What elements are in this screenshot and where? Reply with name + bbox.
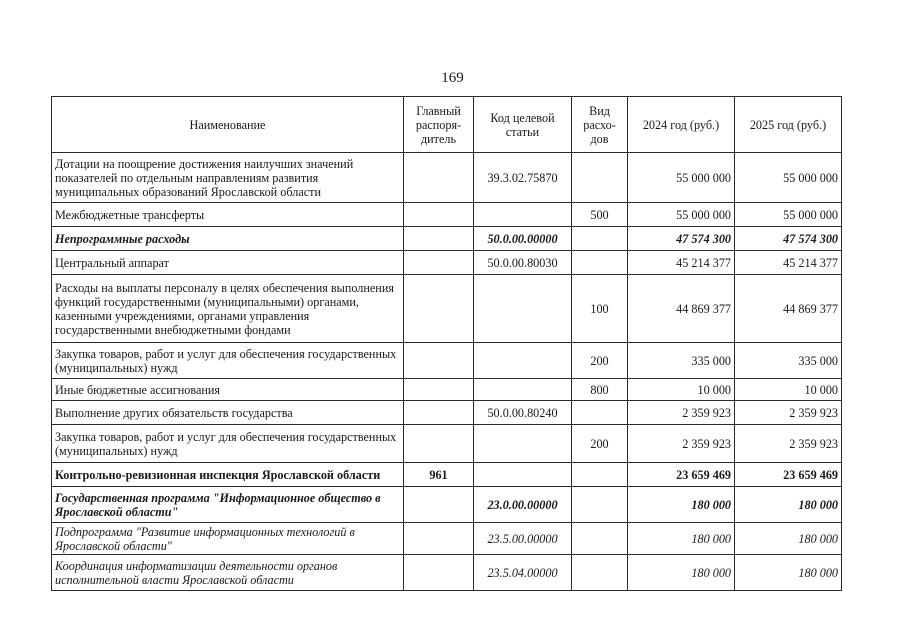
row-type [572, 227, 628, 251]
row-2024: 180 000 [628, 555, 735, 591]
table-row [52, 487, 842, 523]
row-2025: 2 359 923 [735, 425, 842, 463]
row-name: Иные бюджетные ассигнования [52, 379, 404, 401]
table-row [52, 401, 842, 425]
row-code: 23.0.00.00000 [474, 487, 572, 523]
row-type [572, 153, 628, 203]
row-manager: 961 [404, 463, 474, 487]
row-2024: 2 359 923 [628, 401, 735, 425]
row-2025: 180 000 [735, 487, 842, 523]
header-2025: 2025 год (руб.) [735, 97, 842, 153]
row-2024: 180 000 [628, 523, 735, 555]
row-manager [404, 153, 474, 203]
row-2024: 55 000 000 [628, 153, 735, 203]
row-code: 39.3.02.75870 [474, 153, 572, 203]
row-2024: 45 214 377 [628, 251, 735, 275]
row-code [474, 343, 572, 379]
row-code: 50.0.00.80240 [474, 401, 572, 425]
header-code: Код целевой статьи [474, 97, 572, 153]
row-manager [404, 523, 474, 555]
row-2024: 23 659 469 [628, 463, 735, 487]
row-type [572, 555, 628, 591]
row-2025: 23 659 469 [735, 463, 842, 487]
header-name: Наименование [52, 97, 404, 153]
row-2025: 47 574 300 [735, 227, 842, 251]
row-type: 200 [572, 425, 628, 463]
row-code [474, 203, 572, 227]
page-number: 169 [441, 70, 464, 86]
row-2025: 180 000 [735, 523, 842, 555]
row-manager [404, 227, 474, 251]
table-row [52, 275, 842, 343]
row-name: Центральный аппарат [52, 251, 404, 275]
row-2025: 10 000 [735, 379, 842, 401]
row-manager [404, 203, 474, 227]
row-manager [404, 555, 474, 591]
row-type: 200 [572, 343, 628, 379]
table-row [52, 463, 842, 487]
row-type: 500 [572, 203, 628, 227]
row-type [572, 487, 628, 523]
row-name: Подпрограмма "Развитие информационных технологий в Ярославской области" [52, 523, 404, 555]
header-2024: 2024 год (руб.) [628, 97, 735, 153]
header-manager: Главный распоря-дитель [404, 97, 474, 153]
row-code: 23.5.00.00000 [474, 523, 572, 555]
row-manager [404, 343, 474, 379]
header-type: Вид расхо-дов [572, 97, 628, 153]
table-row [52, 425, 842, 463]
row-2024: 10 000 [628, 379, 735, 401]
row-name: Межбюджетные трансферты [52, 203, 404, 227]
row-name: Расходы на выплаты персоналу в целях обеспечения выполнения функций государственными (муниципальными) органами, казенными учреждениями, органами управления государственными внебюджетными фондами [52, 275, 404, 343]
row-manager [404, 275, 474, 343]
row-2024: 47 574 300 [628, 227, 735, 251]
row-2024: 44 869 377 [628, 275, 735, 343]
row-code [474, 275, 572, 343]
row-manager [404, 487, 474, 523]
row-code [474, 379, 572, 401]
row-2025: 180 000 [735, 555, 842, 591]
table-row [52, 251, 842, 275]
table-row [52, 227, 842, 251]
row-manager [404, 425, 474, 463]
row-type [572, 523, 628, 555]
row-2024: 180 000 [628, 487, 735, 523]
row-2025: 2 359 923 [735, 401, 842, 425]
row-manager [404, 379, 474, 401]
table-row [52, 343, 842, 379]
row-name: Непрограммные расходы [52, 227, 404, 251]
row-2024: 55 000 000 [628, 203, 735, 227]
row-name: Контрольно-ревизионная инспекция Ярославской области [52, 463, 404, 487]
row-name: Координация информатизации деятельности органов исполнительной власти Ярославской области [52, 555, 404, 591]
row-2025: 335 000 [735, 343, 842, 379]
row-code [474, 463, 572, 487]
row-2024: 2 359 923 [628, 425, 735, 463]
table-row [52, 153, 842, 203]
row-name: Закупка товаров, работ и услуг для обеспечения государственных (муниципальных) нужд [52, 343, 404, 379]
table-row [52, 523, 842, 555]
row-type: 100 [572, 275, 628, 343]
row-code: 50.0.00.00000 [474, 227, 572, 251]
row-name: Государственная программа "Информационное общество в Ярославской области" [52, 487, 404, 523]
table-header-row [52, 97, 842, 153]
row-code [474, 425, 572, 463]
row-manager [404, 251, 474, 275]
row-2025: 55 000 000 [735, 203, 842, 227]
table-row [52, 379, 842, 401]
row-2024: 335 000 [628, 343, 735, 379]
row-code: 50.0.00.80030 [474, 251, 572, 275]
row-type: 800 [572, 379, 628, 401]
budget-table [51, 96, 842, 591]
row-code: 23.5.04.00000 [474, 555, 572, 591]
row-2025: 45 214 377 [735, 251, 842, 275]
row-manager [404, 401, 474, 425]
row-name: Дотации на поощрение достижения наилучших значений показателей по отдельным направлениям развития муниципальных образований Ярославской области [52, 153, 404, 203]
row-2025: 55 000 000 [735, 153, 842, 203]
row-name: Выполнение других обязательств государства [52, 401, 404, 425]
row-type [572, 463, 628, 487]
table-row [52, 203, 842, 227]
table-row [52, 555, 842, 591]
row-2025: 44 869 377 [735, 275, 842, 343]
row-type [572, 401, 628, 425]
row-type [572, 251, 628, 275]
row-name: Закупка товаров, работ и услуг для обеспечения государственных (муниципальных) нужд [52, 425, 404, 463]
